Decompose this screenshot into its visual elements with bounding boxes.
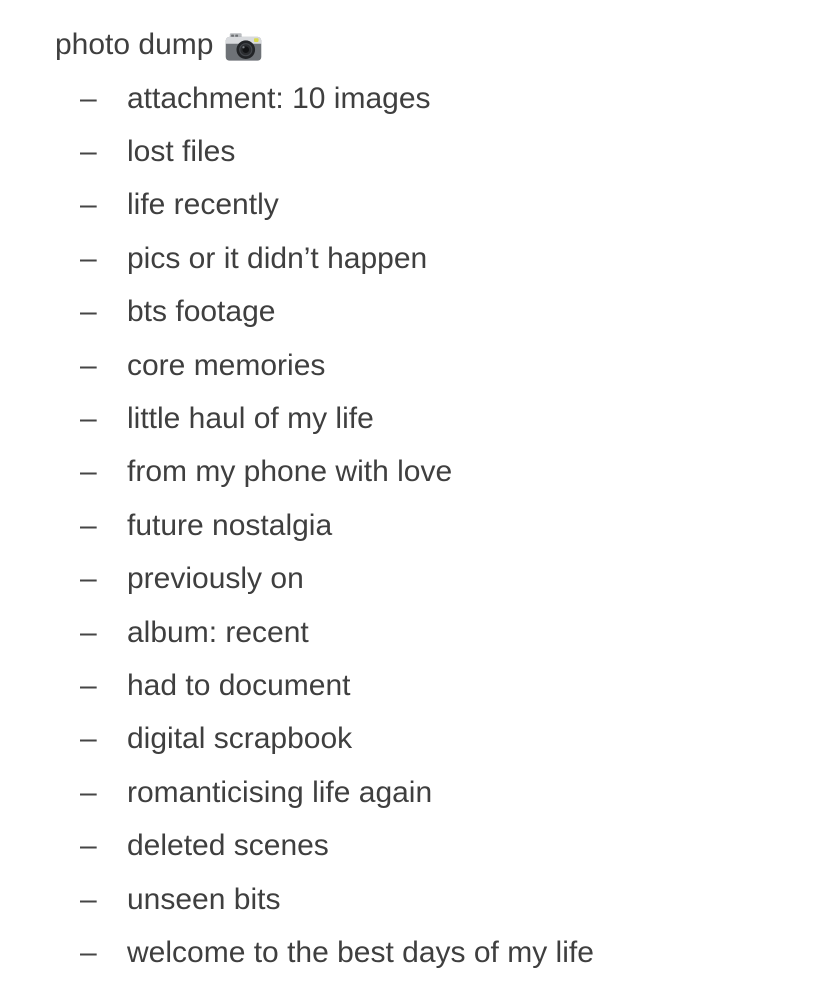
- list-item-dash: –: [80, 562, 97, 596]
- list-item-12: [0, 713, 828, 766]
- list-item-8: [0, 499, 828, 552]
- camera-emoji-icon: [225, 31, 262, 62]
- list-item-dash: –: [80, 935, 97, 969]
- list-item-14: [0, 819, 828, 872]
- list-item-text: album: recent: [127, 615, 309, 649]
- page-title-text: photo dump: [55, 28, 214, 61]
- list-item-dash: –: [80, 188, 97, 222]
- list-item-text: unseen bits: [127, 882, 281, 916]
- list-item-dash: –: [80, 668, 97, 702]
- list-item-dash: –: [80, 508, 97, 542]
- list-item-text: future nostalgia: [127, 508, 333, 542]
- list-item-6: [0, 392, 828, 445]
- list-item-text: core memories: [127, 348, 326, 382]
- list-item-text: previously on: [127, 562, 304, 596]
- list-item-dash: –: [80, 402, 97, 436]
- list-item-dash: –: [80, 775, 97, 809]
- list-item-16: [0, 926, 828, 979]
- list-item-9: [0, 553, 828, 606]
- list-item-dash: –: [80, 455, 97, 489]
- list-item-7: [0, 446, 828, 499]
- photo-dump-list: [0, 72, 828, 980]
- list-item-2: [0, 179, 828, 232]
- list-item-1: [0, 125, 828, 178]
- list-item-text: romanticising life again: [127, 775, 433, 809]
- list-item-text: from my phone with love: [127, 455, 453, 489]
- list-item-dash: –: [80, 81, 97, 115]
- list-item-text: life recently: [127, 188, 279, 222]
- list-item-text: pics or it didn’t happen: [127, 241, 428, 275]
- list-item-text: bts footage: [127, 295, 276, 329]
- list-item-text: attachment: 10 images: [127, 81, 431, 115]
- list-item-4: [0, 286, 828, 339]
- list-item-dash: –: [80, 295, 97, 329]
- list-item-5: [0, 339, 828, 392]
- list-item-text: had to document: [127, 668, 351, 702]
- list-item-text: lost files: [127, 135, 236, 169]
- list-item-dash: –: [80, 135, 97, 169]
- list-item-3: [0, 232, 828, 285]
- list-item-text: deleted scenes: [127, 829, 329, 863]
- list-item-0: [0, 72, 828, 125]
- list-item-11: [0, 659, 828, 712]
- list-item-dash: –: [80, 882, 97, 916]
- list-item-dash: –: [80, 348, 97, 382]
- page-title: [55, 20, 828, 70]
- list-item-dash: –: [80, 722, 97, 756]
- list-item-dash: –: [80, 615, 97, 649]
- list-item-13: [0, 766, 828, 819]
- list-item-15: [0, 873, 828, 926]
- list-item-text: welcome to the best days of my life: [127, 935, 594, 969]
- list-item-text: little haul of my life: [127, 402, 374, 436]
- list-item-dash: –: [80, 829, 97, 863]
- list-item-text: digital scrapbook: [127, 722, 353, 756]
- list-item-10: [0, 606, 828, 659]
- list-item-dash: –: [80, 241, 97, 275]
